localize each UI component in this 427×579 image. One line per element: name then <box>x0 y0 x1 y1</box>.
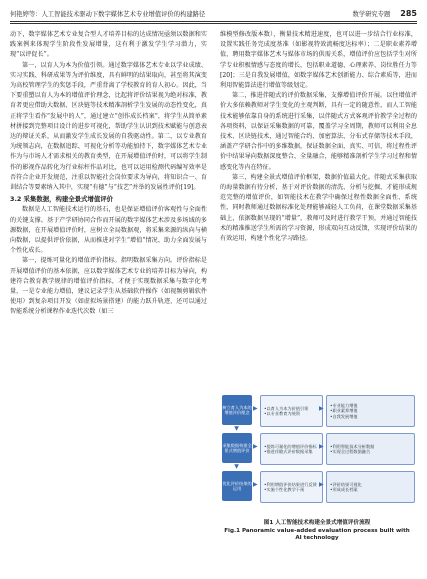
figure-step-1: 树立育人为本的增值评价理念 <box>222 395 252 425</box>
page-number: 285 <box>400 8 417 18</box>
paragraph: 数据是人工智能技术运行的基石，也是保证增值评价客观性与全面性的关键支撑。基于产学研协同合作而开展的数字媒体艺术涉及多场域的多源数据，在开展增值评价时，应树立全局数据观，将采集来源的纵向与横向数据，以提供评价依据，从而推进对学生“增值”情况、助力全面发展与个性化成长。 <box>10 206 207 255</box>
figure-right-2: •利用智能技术分析数据 •实现全过程数据融合 <box>326 433 415 465</box>
paragraph: 第二，推进伴随式的评价数据采集，支撑增值评价开展。以往增值评价大多依赖教师对学生变化的主观判断，具有一定的随意性，而人工智能技术能够依靠自身的系统进行采集，以伴随式方式客观评价教学全过程的各项资料，以保证采集数据的可靠，覆盖学习全周期，教师可以利用全息技术、区块链技术，通过智能合约、加密算法、分布式存储等技术手段，涵盖产学研合作中的多维数据，保证数据全面、真实、可信，将过程性评价中结果导向数据深度整合、全量融合，能够精准剖析学生学习过程和情感变化等内在特征。 <box>220 92 417 171</box>
paragraph: 动下，数字媒体艺术专业复合型人才培养目标的达成情况亟须以数据和实践案例来体现学生阶段性发展增量，这有利于激发学生学习潜力，实现“以评促长”。 <box>10 31 207 59</box>
arrow-icon: ▶ <box>319 405 324 412</box>
paragraph: 第三，构建全景式增值评价框架，数据价值最大化。伴随式采集获取的海量数据有待分析，基于对评价数据的清洗、分析与挖掘，才能形成规范完整的增值评价，如智能技术在教学中确保过程性数据全面性、系统性，同时教师通过数据标准化处理能够减轻人工负荷，在课堂数据采集基础上，依据数据呈现的“增量”，教师可及时进行教学干预，并通过智能技术的精准推送学生所需的学习资源，形成双向互动反馈，实现评价结果的有效运用，构建个性化学习路径。 <box>220 173 417 243</box>
figure-caption-en: Fig.1 Panoramic value-added evaluation process built with AI technology <box>224 528 410 542</box>
figure-right-3: •评价结果可视化 •形成成长档案 <box>326 471 415 503</box>
section-heading: 3.2 采集数据，构建全景式增值评价 <box>10 195 114 204</box>
down-arrow-icon: ▶ <box>232 464 240 469</box>
arrow-icon: ▶ <box>253 405 258 412</box>
header-column: 数学研究专题 <box>352 10 391 18</box>
left-column <box>10 30 207 318</box>
running-header <box>10 6 417 20</box>
arrow-icon: ▶ <box>253 481 258 488</box>
process-figure <box>222 393 412 533</box>
figure-caption-cn: 图1 人工智能技术构建全景式增值评价流程 <box>263 520 371 526</box>
figure-mid-2: •提炼可量化的增值评价指标 •推进伴随式评价数据采集 <box>260 433 323 465</box>
paragraph: 第一，提炼可量化的增值评价指标。指明数据采集方向。评价指标是开展增值评价的基本依据，应以数字媒体艺术专业的培养目标为导向，构建符合教育教学规律的增值评价指标，才便于实现数据采集与数字化考量，一是专业能力增值，建议记录学生从基础软件操作（如视频剪辑软件使用）到复杂项目开发（如虚拟场景搭建）的能力跃升轨迹，还可以通过智能系统分析课程作业迭代次数（如三 <box>10 257 207 316</box>
header-title: 何艳婷等：人工智能技术驱动下数字媒体艺术专业增值评价的构建路径 <box>10 10 206 18</box>
arrow-icon: ▶ <box>319 443 324 450</box>
figure-step-3: 优化评价结果的运用 <box>222 471 252 501</box>
figure-step-2: 采集数据构建全景式增值评价 <box>222 433 252 463</box>
figure-right-1: •专业能力增值 •职业素养增值 •自我发展增值 <box>326 395 415 427</box>
figure-mid-3: •利用增值评价结果进行反馈 •实施个性化教学干预 <box>260 471 323 503</box>
header-rule <box>10 21 417 22</box>
arrow-icon: ▶ <box>319 481 324 488</box>
header-rule-thin <box>10 23 417 24</box>
figure-mid-1: •以育人为本为价值引领 •以专业教育为统领 <box>260 395 323 427</box>
paragraph: 第一，以育人为本为价值引领。通过数字媒体艺术专业以学业成绩、实习实践、科研成果等为评价维度，具有鲜明的结果取向，甚至将其演变为高校管理学生的奖惩手段，严重背离了学校教育的育人初心。因此，当下要重塑以育人为本的增值评价理念，比起将评价结果视为绝对标准，教育者更应借助大数据、区块链等技术精准剖析学生发展的动态性变化，真正将学生看作“发展中的人”，通过建立“创作成长档案”，将学生从简单素材拼接到完整项目设计的进步可视化，帮助学生认识到技术赋能与创意表达的辩证关系，从而激发学生成长发展的自我驱动性。第二，以专业教育为统领志向，在数据追踪、可视化分析等功能加持下，数字媒体艺术专业作为与市场人才需求相关的教育类型，在开展增值评价时，可以将学生制作的影视作品转化为行业标杆作品对比，也可以运用检测代码编写效率是否符合企业开发规范，注重以智能社会岗位要求为导向，将知识合一、育训结合等要素纳入其中，实现“有德”与“技艺”并举的发展性评价[19]。 <box>10 61 207 192</box>
right-column <box>220 30 417 244</box>
down-arrow-icon: ▶ <box>232 426 240 431</box>
paragraph: 维模型修改版本数），衡量技术精进速度，也可以进一步结合行业标准，设置实践任务完成度基准（如影视特效流畅度达标率）；二是职业素养增值，聘用数字媒体艺术与媒体市场的供需关系，增值评价应包括学生对所学专业积极情感与态度的增长，包括职业道德、心理素养、岗位胜任力等[20]；三是自我发展增值，如数字媒体艺术创新能力、综合素质等，进而利用智能算法进行增值等级划定。 <box>220 31 417 90</box>
arrow-icon: ▶ <box>253 443 258 450</box>
